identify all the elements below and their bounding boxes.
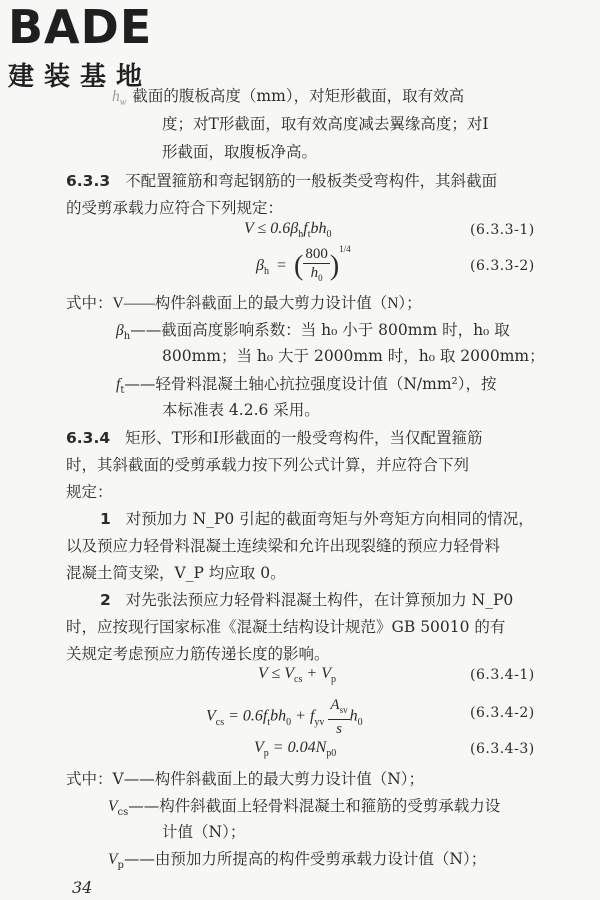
intro-text-1: 截面的腹板高度（mm），对矩形截面，取有效高 xyxy=(132,87,465,105)
equation-6-3-4-2: $V_{cs} = 0.6f_tbh_0 + f_{yv}$ $\frac{A_{sv}}{s}$ $h_0$ xyxy=(206,697,363,737)
where-v-2: 式中：V——构件斜截面上的最大剪力设计值（N）； xyxy=(66,770,425,788)
section-6-3-3-line-2: 的受剪承载力应符合下列规定： xyxy=(66,199,284,217)
where-beta-h: $\beta_h——$截面高度影响系数：当 h₀ 小于 800mm 时，h₀ 取 xyxy=(116,321,510,343)
where-ft-2: 本标准表 4.2.6 采用。 xyxy=(162,401,320,419)
intro-line-3: 形截面，取腹板净高。 xyxy=(162,143,318,161)
section-number: 6.3.4 xyxy=(66,429,111,447)
equation-number: (6.3.4-1) xyxy=(470,667,535,683)
equation-6-3-4-3: $V_p = 0.04N_{p0}$ xyxy=(254,739,337,760)
section-6-3-4-line-2: 时，其斜截面的受剪承载力按下列公式计算，并应符合下列 xyxy=(66,456,470,474)
item-2-line-2: 时，应按现行国家标准《混凝土结构设计规范》GB 50010 的有 xyxy=(66,618,506,636)
equation-6-3-3-2: $\beta_h$ = ( $\frac{800}{h_0}$ )$^{1/4}$ xyxy=(256,244,351,284)
item-1-line-1: 1 对预加力 N_P0 引起的截面弯矩与外弯矩方向相同的情况， xyxy=(100,510,534,528)
section-number: 6.3.3 xyxy=(66,172,111,190)
where-vcs-2: 计值（N）； xyxy=(162,823,246,841)
item-2-line-3: 关规定考虑预应力筋传递长度的影响。 xyxy=(66,645,330,663)
where-vp: $V_p——$由预加力所提高的构件受剪承载力设计值（N）； xyxy=(108,850,487,872)
equation-6-3-3-1: $V \le 0.6\beta_hf_tbh_0$ xyxy=(244,220,332,241)
logo: BADE xyxy=(8,0,153,54)
section-6-3-3-line-1: 6.3.3 不配置箍筋和弯起钢筋的一般板类受弯构件，其斜截面 xyxy=(66,172,498,190)
where-ft: $f_t——$轻骨料混凝土轴心抗拉强度设计值（N/mm²），按 xyxy=(116,375,497,397)
equation-number: (6.3.4-2) xyxy=(470,705,535,721)
equation-number: (6.3.3-1) xyxy=(470,222,535,238)
section-6-3-4-line-3: 规定： xyxy=(66,483,113,501)
item-1-line-3: 混凝土简支梁，V_P 均应取 0。 xyxy=(66,564,286,582)
logo-subtitle: 建装基地 xyxy=(8,62,153,92)
where-v: 式中：V——构件斜截面上的最大剪力设计值（N）； xyxy=(66,294,422,312)
where-vcs: $V_{cs}——$构件斜截面上轻骨料混凝土和箍筋的受剪承载力设 xyxy=(108,797,501,819)
where-beta-h-2: 800mm；当 h₀ 大于 2000mm 时，h₀ 取 2000mm； xyxy=(162,347,545,365)
section-6-3-4-line-1: 6.3.4 矩形、T形和I形截面的一般受弯构件，当仅配置箍筋 xyxy=(66,429,483,447)
page-number: 34 xyxy=(72,878,93,897)
equation-number: (6.3.4-3) xyxy=(470,741,535,757)
equation-6-3-4-1: $V \le V_{cs} + V_p$ xyxy=(258,665,336,686)
equation-number: (6.3.3-2) xyxy=(470,258,535,274)
intro-line-2: 度；对T形截面，取有效高度减去翼缘高度；对I xyxy=(162,115,489,133)
item-2-line-1: 2 对先张法预应力轻骨料混凝土构件，在计算预加力 N_P0 xyxy=(100,591,514,609)
intro-line-1: $h_w$ 截面的腹板高度（mm），对矩形截面，取有效高 xyxy=(112,87,465,109)
item-1-line-2: 以及预应力轻骨料混凝土连续梁和允许出现裂缝的预应力轻骨料 xyxy=(66,537,501,555)
